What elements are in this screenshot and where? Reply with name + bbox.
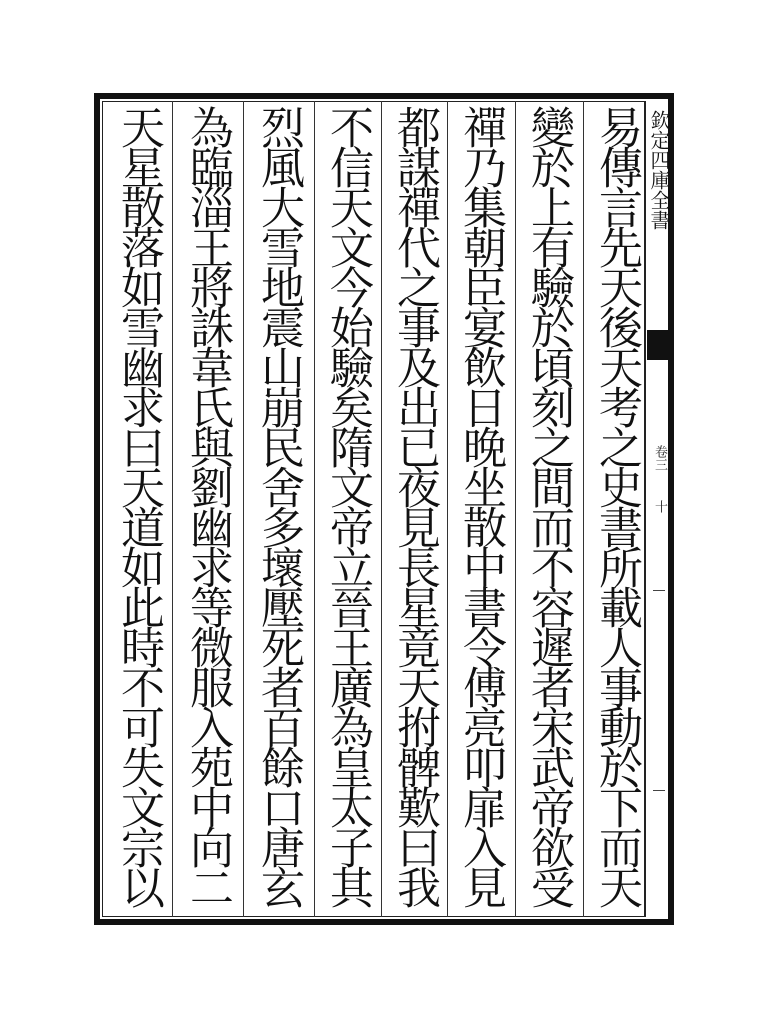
column-rule xyxy=(381,101,382,917)
text-column: 都謀禪代之事及出已夜見長星竟天拊髀歎曰我 xyxy=(389,105,440,905)
column-rule xyxy=(243,101,244,917)
text-column: 烈風大雪地震山崩民舍多壞壓死者百餘口唐玄 xyxy=(253,105,304,905)
collection-title: 欽定四庫全書 xyxy=(647,110,671,230)
margin-tick xyxy=(653,790,665,791)
column-rule xyxy=(172,101,173,917)
column-rule xyxy=(314,101,315,917)
column-rule xyxy=(447,101,448,917)
volume-label: 卷三 xyxy=(652,445,667,471)
column-rule xyxy=(583,101,584,917)
text-column: 不信天文今始驗矣隋文帝立晉王廣為皇太子其 xyxy=(322,105,373,905)
text-column: 易傳言先天後天考之史書所載人事動於下而天 xyxy=(591,105,642,905)
column-rule xyxy=(515,101,516,917)
text-column: 為臨淄王將誅韋氏與劉幽求等微服入苑中向二 xyxy=(182,105,233,905)
folio-label: 十 xyxy=(652,500,667,513)
text-column: 天星散落如雪幽求曰天道如此時不可失文宗以 xyxy=(113,105,164,905)
text-column: 禪乃集朝臣宴飲日晚坐散中書令傅亮叩扉入見 xyxy=(455,105,506,905)
text-column: 變於上有驗於頃刻之間而不容遲者宋武帝欲受 xyxy=(523,105,574,905)
margin-tick xyxy=(653,590,665,591)
fish-tail-mark xyxy=(647,330,669,360)
